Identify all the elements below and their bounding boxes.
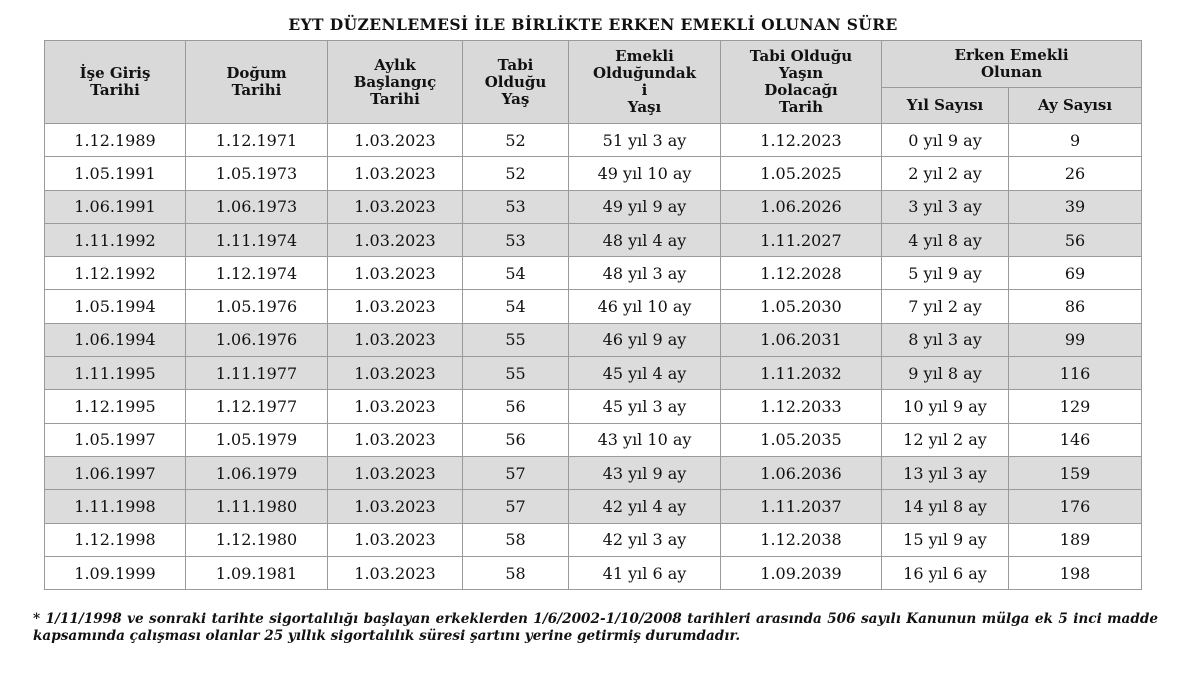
cell-dogum-tarihi: 1.11.1980 — [186, 490, 328, 523]
cell-emekli-yasi: 49 yıl 10 ay — [569, 157, 721, 190]
cell-ise-giris-tarihi: 1.11.1995 — [45, 357, 186, 390]
cell-emekli-yasi: 42 yıl 3 ay — [569, 523, 721, 556]
cell-yil-sayisi: 2 yıl 2 ay — [882, 157, 1009, 190]
header-yasin-dolacagi-tarih: Tabi Olduğu Yaşın Dolacağı Tarih — [721, 41, 882, 124]
cell-yasin-dolacagi-tarih: 1.06.2036 — [721, 456, 882, 489]
table-row — [45, 124, 1142, 157]
table-row — [45, 223, 1142, 256]
cell-aylik-baslangic-tarihi: 1.03.2023 — [328, 223, 463, 256]
cell-yasin-dolacagi-tarih: 1.12.2023 — [721, 124, 882, 157]
cell-aylik-baslangic-tarihi: 1.03.2023 — [328, 556, 463, 589]
cell-tabi-oldugu-yas: 53 — [463, 190, 569, 223]
header-emekli-oldugundaki-yasi: Emekli Olduğundak i Yaşı — [569, 41, 721, 124]
cell-ise-giris-tarihi: 1.09.1999 — [45, 556, 186, 589]
cell-dogum-tarihi: 1.12.1974 — [186, 257, 328, 290]
table-row — [45, 390, 1142, 423]
cell-yasin-dolacagi-tarih: 1.11.2032 — [721, 357, 882, 390]
cell-ise-giris-tarihi: 1.11.1992 — [45, 223, 186, 256]
cell-yasin-dolacagi-tarih: 1.05.2025 — [721, 157, 882, 190]
cell-dogum-tarihi: 1.09.1981 — [186, 556, 328, 589]
cell-yasin-dolacagi-tarih: 1.12.2028 — [721, 257, 882, 290]
cell-dogum-tarihi: 1.12.1980 — [186, 523, 328, 556]
cell-dogum-tarihi: 1.06.1973 — [186, 190, 328, 223]
cell-tabi-oldugu-yas: 55 — [463, 323, 569, 356]
cell-aylik-baslangic-tarihi: 1.03.2023 — [328, 124, 463, 157]
table-row — [45, 456, 1142, 489]
cell-ise-giris-tarihi: 1.05.1991 — [45, 157, 186, 190]
cell-ise-giris-tarihi: 1.12.1992 — [45, 257, 186, 290]
table-row — [45, 523, 1142, 556]
cell-ay-sayisi: 69 — [1009, 257, 1142, 290]
cell-emekli-yasi: 42 yıl 4 ay — [569, 490, 721, 523]
cell-yil-sayisi: 0 yıl 9 ay — [882, 124, 1009, 157]
cell-tabi-oldugu-yas: 57 — [463, 456, 569, 489]
table-row — [45, 323, 1142, 356]
eyt-table — [44, 9, 1142, 590]
cell-dogum-tarihi: 1.11.1974 — [186, 223, 328, 256]
cell-yil-sayisi: 7 yıl 2 ay — [882, 290, 1009, 323]
cell-aylik-baslangic-tarihi: 1.03.2023 — [328, 323, 463, 356]
cell-aylik-baslangic-tarihi: 1.03.2023 — [328, 257, 463, 290]
cell-tabi-oldugu-yas: 58 — [463, 556, 569, 589]
cell-dogum-tarihi: 1.05.1979 — [186, 423, 328, 456]
cell-ise-giris-tarihi: 1.05.1997 — [45, 423, 186, 456]
cell-dogum-tarihi: 1.06.1979 — [186, 456, 328, 489]
cell-aylik-baslangic-tarihi: 1.03.2023 — [328, 357, 463, 390]
cell-ay-sayisi: 198 — [1009, 556, 1142, 589]
cell-tabi-oldugu-yas: 54 — [463, 257, 569, 290]
cell-tabi-oldugu-yas: 57 — [463, 490, 569, 523]
table-row — [45, 290, 1142, 323]
header-ay-sayisi: Ay Sayısı — [1009, 88, 1142, 124]
cell-ay-sayisi: 39 — [1009, 190, 1142, 223]
table-row — [45, 157, 1142, 190]
footnote: * 1/11/1998 ve sonraki tarihte sigortalılığı başlayan erkeklerden 1/6/2002-1/10/2008 tarihleri arasında 506 sayılı Kanunun mülga ek 5 inci madde kapsamında çalışması olanlar 25 yıllık sigortalılık süresi şartını yerine getirmiş durumdadır. — [33, 611, 1158, 644]
header-erken-emekli-olunan: Erken Emekli Olunan — [882, 41, 1142, 88]
cell-yil-sayisi: 5 yıl 9 ay — [882, 257, 1009, 290]
table-row — [45, 423, 1142, 456]
cell-yasin-dolacagi-tarih: 1.05.2035 — [721, 423, 882, 456]
cell-yil-sayisi: 10 yıl 9 ay — [882, 390, 1009, 423]
cell-ay-sayisi: 56 — [1009, 223, 1142, 256]
table-row — [45, 556, 1142, 589]
cell-yasin-dolacagi-tarih: 1.11.2037 — [721, 490, 882, 523]
cell-aylik-baslangic-tarihi: 1.03.2023 — [328, 290, 463, 323]
cell-yasin-dolacagi-tarih: 1.12.2038 — [721, 523, 882, 556]
cell-yasin-dolacagi-tarih: 1.06.2026 — [721, 190, 882, 223]
cell-dogum-tarihi: 1.11.1977 — [186, 357, 328, 390]
cell-yasin-dolacagi-tarih: 1.05.2030 — [721, 290, 882, 323]
cell-tabi-oldugu-yas: 52 — [463, 124, 569, 157]
cell-aylik-baslangic-tarihi: 1.03.2023 — [328, 490, 463, 523]
cell-emekli-yasi: 51 yıl 3 ay — [569, 124, 721, 157]
cell-tabi-oldugu-yas: 56 — [463, 390, 569, 423]
cell-emekli-yasi: 45 yıl 3 ay — [569, 390, 721, 423]
table-row — [45, 257, 1142, 290]
table-row — [45, 357, 1142, 390]
cell-ay-sayisi: 146 — [1009, 423, 1142, 456]
cell-yil-sayisi: 15 yıl 9 ay — [882, 523, 1009, 556]
cell-dogum-tarihi: 1.12.1971 — [186, 124, 328, 157]
cell-tabi-oldugu-yas: 56 — [463, 423, 569, 456]
cell-yasin-dolacagi-tarih: 1.11.2027 — [721, 223, 882, 256]
header-tabi-oldugu-yas: Tabi Olduğu Yaş — [463, 41, 569, 124]
cell-tabi-oldugu-yas: 58 — [463, 523, 569, 556]
cell-ise-giris-tarihi: 1.05.1994 — [45, 290, 186, 323]
cell-aylik-baslangic-tarihi: 1.03.2023 — [328, 456, 463, 489]
cell-ise-giris-tarihi: 1.06.1997 — [45, 456, 186, 489]
cell-ise-giris-tarihi: 1.12.1995 — [45, 390, 186, 423]
cell-ay-sayisi: 129 — [1009, 390, 1142, 423]
cell-ay-sayisi: 99 — [1009, 323, 1142, 356]
cell-aylik-baslangic-tarihi: 1.03.2023 — [328, 523, 463, 556]
cell-aylik-baslangic-tarihi: 1.03.2023 — [328, 157, 463, 190]
eyt-table-container — [44, 9, 1141, 590]
cell-dogum-tarihi: 1.12.1977 — [186, 390, 328, 423]
cell-yil-sayisi: 12 yıl 2 ay — [882, 423, 1009, 456]
cell-yasin-dolacagi-tarih: 1.12.2033 — [721, 390, 882, 423]
cell-dogum-tarihi: 1.05.1976 — [186, 290, 328, 323]
cell-yasin-dolacagi-tarih: 1.06.2031 — [721, 323, 882, 356]
cell-emekli-yasi: 45 yıl 4 ay — [569, 357, 721, 390]
cell-ay-sayisi: 189 — [1009, 523, 1142, 556]
cell-ay-sayisi: 86 — [1009, 290, 1142, 323]
cell-dogum-tarihi: 1.05.1973 — [186, 157, 328, 190]
cell-yil-sayisi: 8 yıl 3 ay — [882, 323, 1009, 356]
cell-yil-sayisi: 4 yıl 8 ay — [882, 223, 1009, 256]
cell-ise-giris-tarihi: 1.12.1989 — [45, 124, 186, 157]
cell-ise-giris-tarihi: 1.12.1998 — [45, 523, 186, 556]
cell-ay-sayisi: 116 — [1009, 357, 1142, 390]
cell-emekli-yasi: 48 yıl 3 ay — [569, 257, 721, 290]
header-dogum-tarihi: Doğum Tarihi — [186, 41, 328, 124]
cell-yil-sayisi: 13 yıl 3 ay — [882, 456, 1009, 489]
cell-aylik-baslangic-tarihi: 1.03.2023 — [328, 423, 463, 456]
cell-emekli-yasi: 43 yıl 9 ay — [569, 456, 721, 489]
cell-emekli-yasi: 49 yıl 9 ay — [569, 190, 721, 223]
cell-ay-sayisi: 9 — [1009, 124, 1142, 157]
cell-tabi-oldugu-yas: 55 — [463, 357, 569, 390]
cell-yil-sayisi: 16 yıl 6 ay — [882, 556, 1009, 589]
cell-ay-sayisi: 159 — [1009, 456, 1142, 489]
cell-tabi-oldugu-yas: 53 — [463, 223, 569, 256]
table-row — [45, 490, 1142, 523]
cell-aylik-baslangic-tarihi: 1.03.2023 — [328, 190, 463, 223]
cell-yil-sayisi: 3 yıl 3 ay — [882, 190, 1009, 223]
cell-aylik-baslangic-tarihi: 1.03.2023 — [328, 390, 463, 423]
cell-yil-sayisi: 14 yıl 8 ay — [882, 490, 1009, 523]
cell-tabi-oldugu-yas: 54 — [463, 290, 569, 323]
table-body — [45, 124, 1142, 590]
table-title: EYT DÜZENLEMESİ İLE BİRLİKTE ERKEN EMEKLİ OLUNAN SÜRE — [45, 9, 1142, 41]
cell-tabi-oldugu-yas: 52 — [463, 157, 569, 190]
cell-yasin-dolacagi-tarih: 1.09.2039 — [721, 556, 882, 589]
cell-ay-sayisi: 176 — [1009, 490, 1142, 523]
cell-ise-giris-tarihi: 1.06.1991 — [45, 190, 186, 223]
header-yil-sayisi: Yıl Sayısı — [882, 88, 1009, 124]
cell-emekli-yasi: 41 yıl 6 ay — [569, 556, 721, 589]
header-aylik-baslangic-tarihi: Aylık Başlangıç Tarihi — [328, 41, 463, 124]
cell-emekli-yasi: 43 yıl 10 ay — [569, 423, 721, 456]
cell-emekli-yasi: 46 yıl 10 ay — [569, 290, 721, 323]
cell-emekli-yasi: 48 yıl 4 ay — [569, 223, 721, 256]
header-ise-giris-tarihi: İşe Giriş Tarihi — [45, 41, 186, 124]
cell-yil-sayisi: 9 yıl 8 ay — [882, 357, 1009, 390]
table-row — [45, 190, 1142, 223]
cell-ise-giris-tarihi: 1.06.1994 — [45, 323, 186, 356]
cell-dogum-tarihi: 1.06.1976 — [186, 323, 328, 356]
cell-ay-sayisi: 26 — [1009, 157, 1142, 190]
cell-emekli-yasi: 46 yıl 9 ay — [569, 323, 721, 356]
cell-ise-giris-tarihi: 1.11.1998 — [45, 490, 186, 523]
